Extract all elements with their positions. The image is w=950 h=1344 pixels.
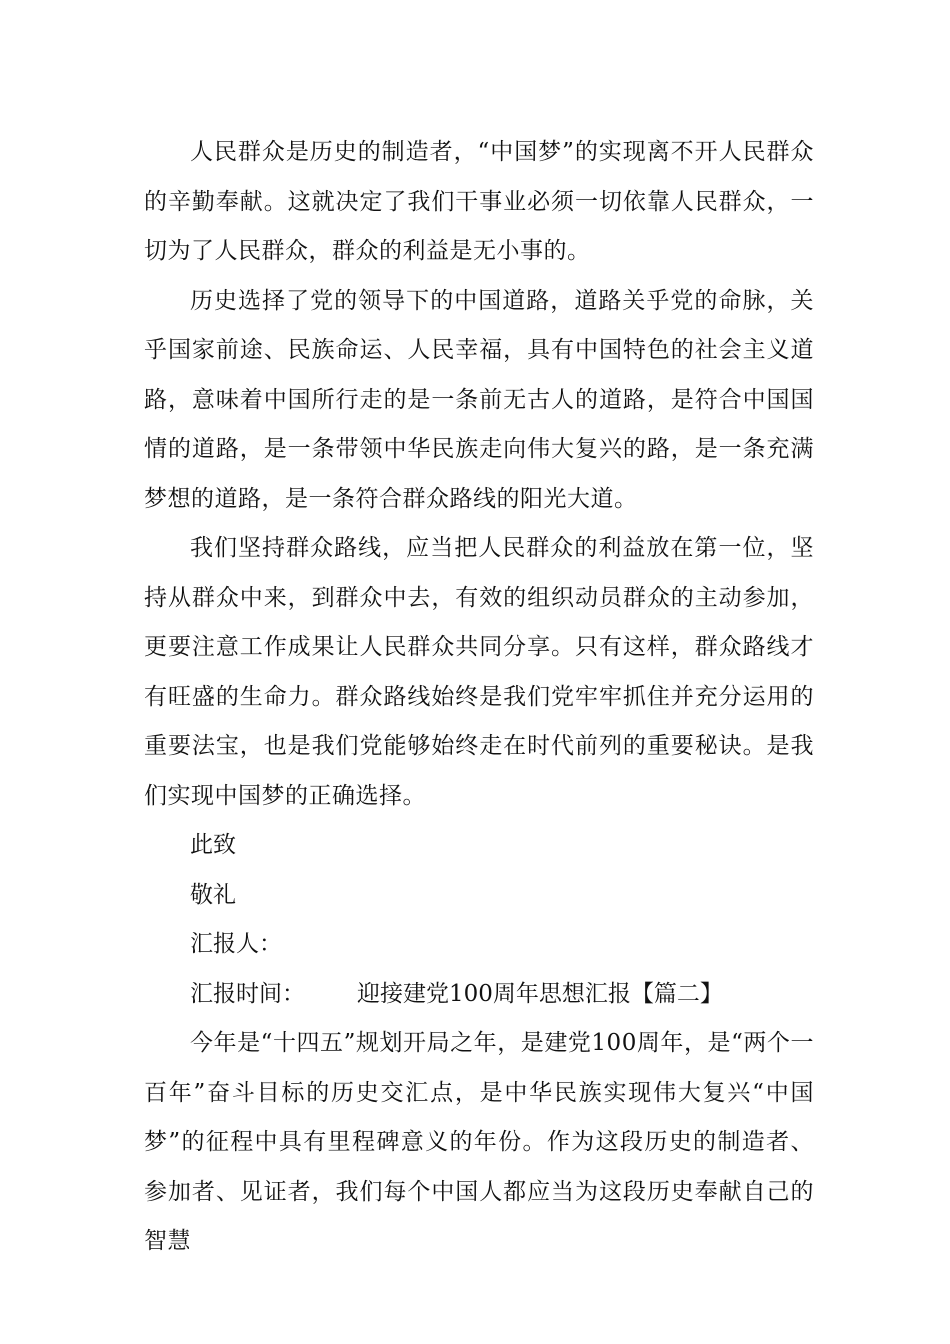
- report-time-label: 汇报时间：: [190, 980, 305, 1007]
- closing-salutation: 此致: [190, 832, 236, 858]
- document-body: [144, 128, 814, 1267]
- reporter-label: 汇报人：: [190, 931, 282, 957]
- paragraph-history-road: 历史选择了党的领导下的中国道路，道路关乎党的命脉，关乎国家前途、民族命运、人民幸福，具有中国特色的社会主义道路，意味着中国所行走的是一条前无古人的道路，是符合中国国情的道路，是一条带领中华民族走向伟大复兴的路，是一条充满梦想的道路，是一条符合群众路线的阳光大道。: [144, 287, 814, 512]
- paragraph-next-section: 今年是“十四五”规划开局之年，是建党100周年，是“两个一百年”奋斗目标的历史交汇点，是中华民族实现伟大复兴“中国梦”的征程中具有里程碑意义的年份。作为这段历史的制造者、参加者、见证者，我们每个中国人都应当为这段历史奉献自己的智慧: [144, 1030, 814, 1254]
- next-section-title: 迎接建党100周年思想汇报【篇二】: [357, 980, 723, 1007]
- report-time-line: [144, 970, 814, 1020]
- paragraph-people: 人民群众是历史的制造者，“中国梦”的实现离不开人民群众的辛勤奉献。这就决定了我们干事业必须一切依靠人民群众，一切为了人民群众，群众的利益是无小事的。: [144, 139, 814, 264]
- paragraph-mass-line: 我们坚持群众路线，应当把人民群众的利益放在第一位，坚持从群众中来，到群众中去，有效的组织动员群众的主动参加，更要注意工作成果让人民群众共同分享。只有这样，群众路线才有旺盛的生命力。群众路线始终是我们党牢牢抓住并充分运用的重要法宝，也是我们党能够始终走在时代前列的重要秘诀。是我们实现中国梦的正确选择。: [144, 535, 814, 809]
- closing-regards: 敬礼: [190, 881, 236, 908]
